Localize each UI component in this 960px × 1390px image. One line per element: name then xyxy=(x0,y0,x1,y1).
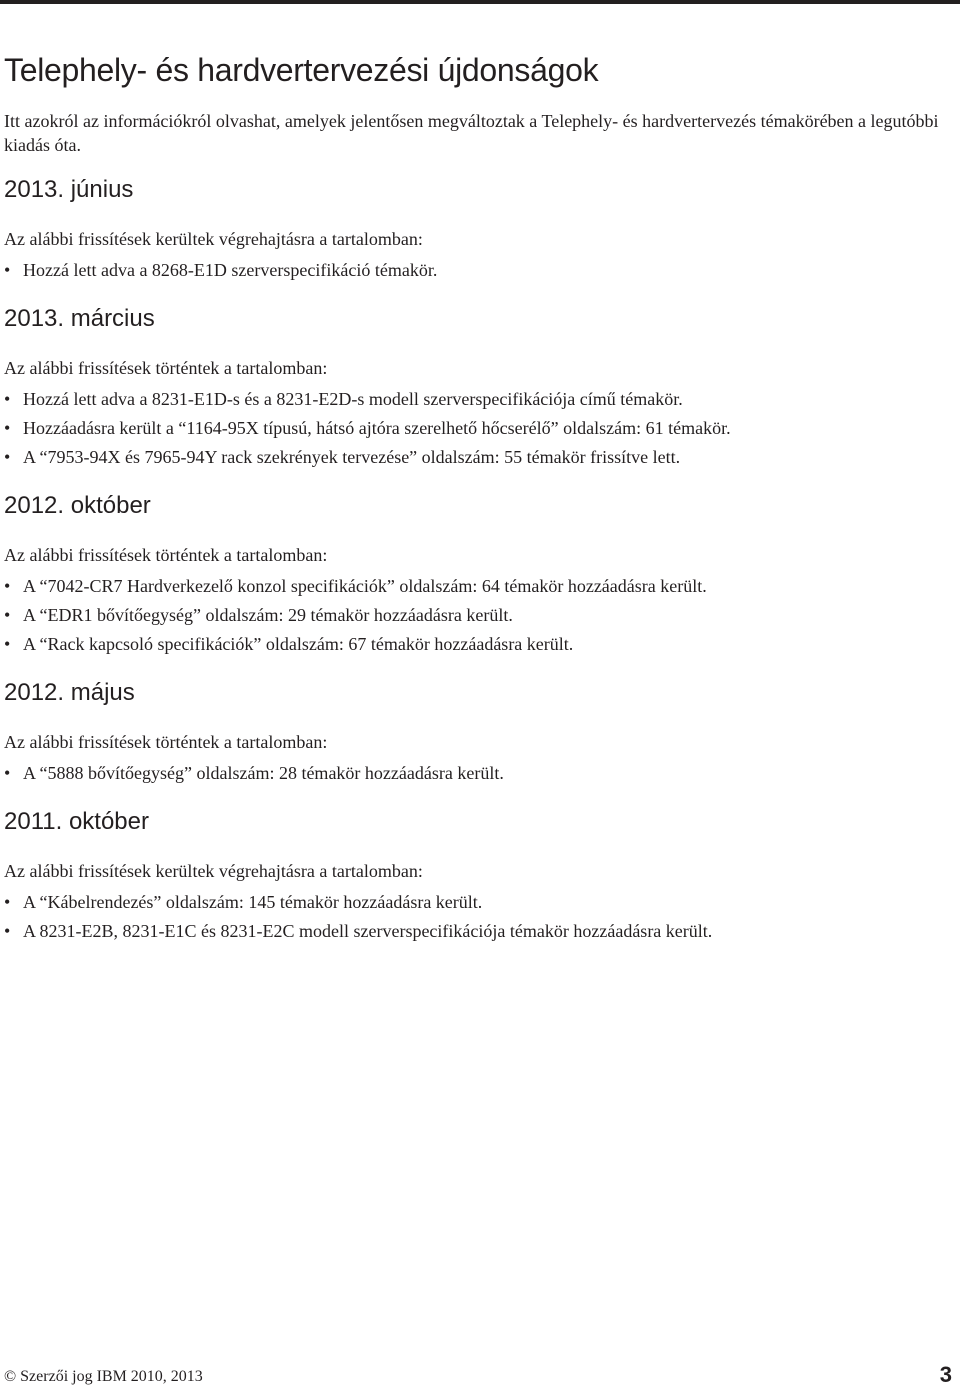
section-2012-majus xyxy=(4,678,956,785)
list-item xyxy=(4,632,956,656)
top-rule xyxy=(0,0,960,4)
section-2012-oktober xyxy=(4,491,956,656)
bullet: • xyxy=(4,921,11,941)
page-footer xyxy=(4,1362,952,1390)
section-2011-oktober xyxy=(4,807,956,943)
bullet: • xyxy=(4,763,11,783)
list-item-text: A “Rack kapcsoló specifikációk” oldalszám: 67 témakör hozzáadásra került. xyxy=(23,634,574,654)
update-list xyxy=(4,761,956,785)
list-item-text: A “5888 bővítőegység” oldalszám: 28 témakör hozzáadásra került. xyxy=(23,763,504,783)
section-2013-marcius xyxy=(4,304,956,469)
section-lead: Az alábbi frissítések történtek a tartalomban: xyxy=(4,358,328,378)
list-item xyxy=(4,416,956,440)
section-heading: 2012. október xyxy=(4,492,151,519)
section-heading: 2013. június xyxy=(4,176,134,203)
update-list xyxy=(4,387,956,469)
section-heading: 2011. október xyxy=(4,808,149,835)
intro-paragraph: Itt azokról az információkról olvashat, amelyek jelentősen megváltoztak a Telephely- és hardvertervezés témakörében a legutóbbi kiadás óta. xyxy=(4,111,939,155)
list-item-text: A 8231-E2B, 8231-E1C és 8231-E2C modell szerverspecifikációja témakör hozzáadásra került. xyxy=(23,921,713,941)
update-list xyxy=(4,258,956,282)
section-heading: 2012. május xyxy=(4,679,135,706)
bullet: • xyxy=(4,892,11,912)
list-item-text: A “EDR1 bővítőegység” oldalszám: 29 témakör hozzáadásra került. xyxy=(23,605,513,625)
list-item-text: A “7042-CR7 Hardverkezelő konzol specifikációk” oldalszám: 64 témakör hozzáadásra került. xyxy=(23,576,707,596)
list-item xyxy=(4,890,956,914)
list-item xyxy=(4,574,956,598)
list-item xyxy=(4,387,956,411)
bullet: • xyxy=(4,418,11,438)
bullet: • xyxy=(4,447,11,467)
update-list xyxy=(4,890,956,943)
bullet: • xyxy=(4,389,11,409)
bullet: • xyxy=(4,634,11,654)
list-item-text: A “Kábelrendezés” oldalszám: 145 témakör hozzáadásra került. xyxy=(23,892,483,912)
list-item-text: Hozzá lett adva a 8231-E1D-s és a 8231-E2D-s modell szerverspecifikációja című témakör. xyxy=(23,389,683,409)
list-item-text: A “7953-94X és 7965-94Y rack szekrények tervezése” oldalszám: 55 témakör frissítve lett. xyxy=(23,447,681,467)
copyright-notice: © Szerzői jog IBM 2010, 2013 xyxy=(4,1368,203,1385)
list-item xyxy=(4,919,956,943)
section-lead: Az alábbi frissítések történtek a tartalomban: xyxy=(4,732,328,752)
section-lead: Az alábbi frissítések kerültek végrehajtásra a tartalomban: xyxy=(4,861,423,881)
section-lead: Az alábbi frissítések történtek a tartalomban: xyxy=(4,545,328,565)
page-number: 3 xyxy=(939,1362,952,1387)
section-heading: 2013. március xyxy=(4,305,155,332)
list-item xyxy=(4,445,956,469)
page-title: Telephely- és hardvertervezési újdonságok xyxy=(4,52,599,88)
list-item-text: Hozzá lett adva a 8268-E1D szerverspecifikáció témakör. xyxy=(23,260,438,280)
section-lead: Az alábbi frissítések kerültek végrehajtásra a tartalomban: xyxy=(4,229,423,249)
list-item xyxy=(4,761,956,785)
bullet: • xyxy=(4,605,11,625)
list-item xyxy=(4,603,956,627)
bullet: • xyxy=(4,576,11,596)
bullet: • xyxy=(4,260,11,280)
list-item xyxy=(4,258,956,282)
section-2013-junius xyxy=(4,175,956,282)
update-list xyxy=(4,574,956,656)
list-item-text: Hozzáadásra került a “1164-95X típusú, hátsó ajtóra szerelhető hőcserélő” oldalszám: 61 témakör. xyxy=(23,418,731,438)
page-content xyxy=(4,52,956,965)
